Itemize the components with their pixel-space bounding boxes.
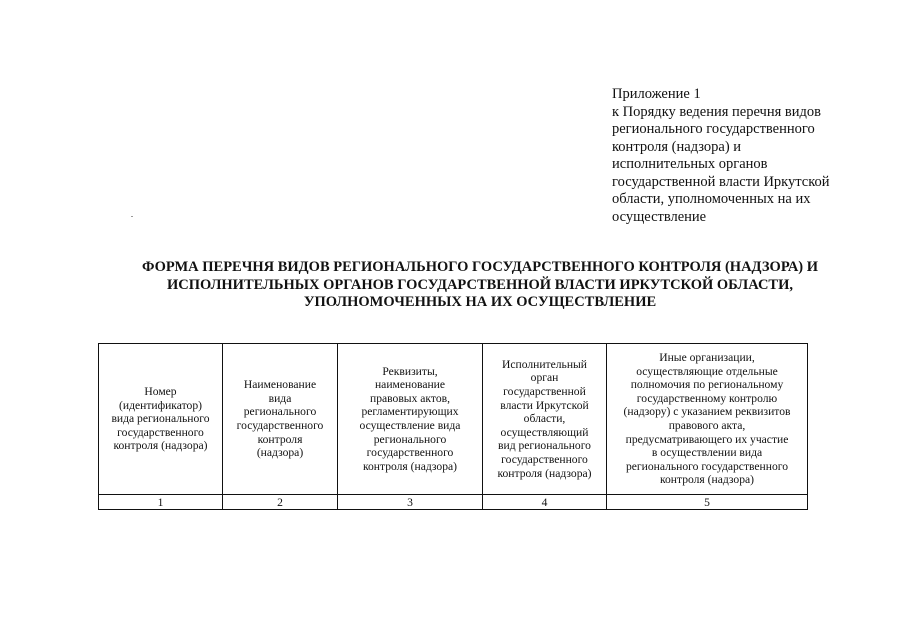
header-line: государственной [503,385,586,399]
header-line: правового акта, [668,419,746,432]
header-line: полномочия по региональному [630,378,784,392]
appendix-line: к Порядку ведения перечня видов [612,103,821,120]
title-line: ИСПОЛНИТЕЛЬНЫХ ОРГАНОВ ГОСУДАРСТВЕННОЙ ВЛАСТИ ИРКУТСКОЙ ОБЛАСТИ, [167,276,793,293]
column-number-cell: 4 [483,495,607,510]
column-number-row [99,495,808,510]
column-number-cell: 2 [223,495,338,510]
header-line: Иные организации, [659,351,755,365]
header-line: предусматривающего их участие [625,432,789,446]
header-line: регламентирующих [361,405,459,419]
header-line: контроля (надзора) [497,466,592,480]
header-line: в осуществлении вида [651,446,763,460]
title-line: ФОРМА ПЕРЕЧНЯ ВИДОВ РЕГИОНАЛЬНОГО ГОСУДАРСТВЕННОГО КОНТРОЛЯ (НАДЗОРА) И [141,259,819,275]
header-line: Реквизиты, [382,364,438,378]
header-line: Исполнительный [501,357,588,371]
header-cell-legal-acts [338,344,483,495]
appendix-line: государственной власти Иркутской [612,173,830,190]
appendix-line: области, уполномоченных на их [612,191,811,207]
header-line: контроля (надзора) [113,439,208,453]
appendix-line: исполнительных органов [612,156,768,172]
header-line: регионального [373,432,447,446]
header-line: контроля (надзора) [362,459,458,473]
column-number-cell: 1 [99,495,223,510]
appendix-line: контроля (надзора) и [612,138,742,155]
header-line: Номер [144,385,177,399]
header-line: Наименование [243,378,317,392]
form-table [98,343,808,510]
appendix-note [612,86,897,226]
header-line: вид регионального [498,439,591,453]
header-line: (идентификатор) [119,398,202,412]
header-cell-number [99,344,223,495]
header-line: правовых актов, [369,391,450,405]
header-line: вида [268,391,292,405]
header-line: осуществление вида [359,419,461,432]
appendix-line: осуществление [612,208,707,225]
header-row [99,344,808,495]
header-line: наименование [374,378,446,392]
header-line: (надзора) [256,446,304,460]
header-line: государственного [501,452,588,466]
header-line: государственного [117,425,204,439]
column-number-cell: 5 [607,495,808,510]
header-line: государственного [366,446,454,460]
title-line: УПОЛНОМОЧЕННЫХ НА ИХ ОСУЩЕСТВЛЕНИЕ [303,294,657,310]
column-number-cell: 3 [338,495,483,510]
header-line: осуществляющие отдельные [636,364,778,378]
header-line: осуществляющий [500,425,589,439]
header-line: регионального государственного [625,459,789,473]
header-cell-executive-body [483,344,607,495]
header-line: вида регионального [111,412,210,426]
header-line: власти Иркутской [500,398,589,412]
header-line: контроля [257,432,303,446]
header-line: (надзору) с указанием реквизитов [623,405,791,419]
header-line: орган [530,371,559,385]
appendix-line: регионального государственного [612,121,815,137]
header-cell-other-organizations [607,344,808,495]
header-cell-name [223,344,338,495]
header-line: области, [523,412,566,426]
document-title [100,259,860,312]
appendix-line: Приложение 1 [612,86,701,102]
scan-speck [131,216,133,217]
header-line: государственного [236,419,324,432]
header-line: регионального [243,405,317,419]
header-line: государственному контролю [636,391,778,405]
header-line: контроля (надзора) [659,473,755,487]
